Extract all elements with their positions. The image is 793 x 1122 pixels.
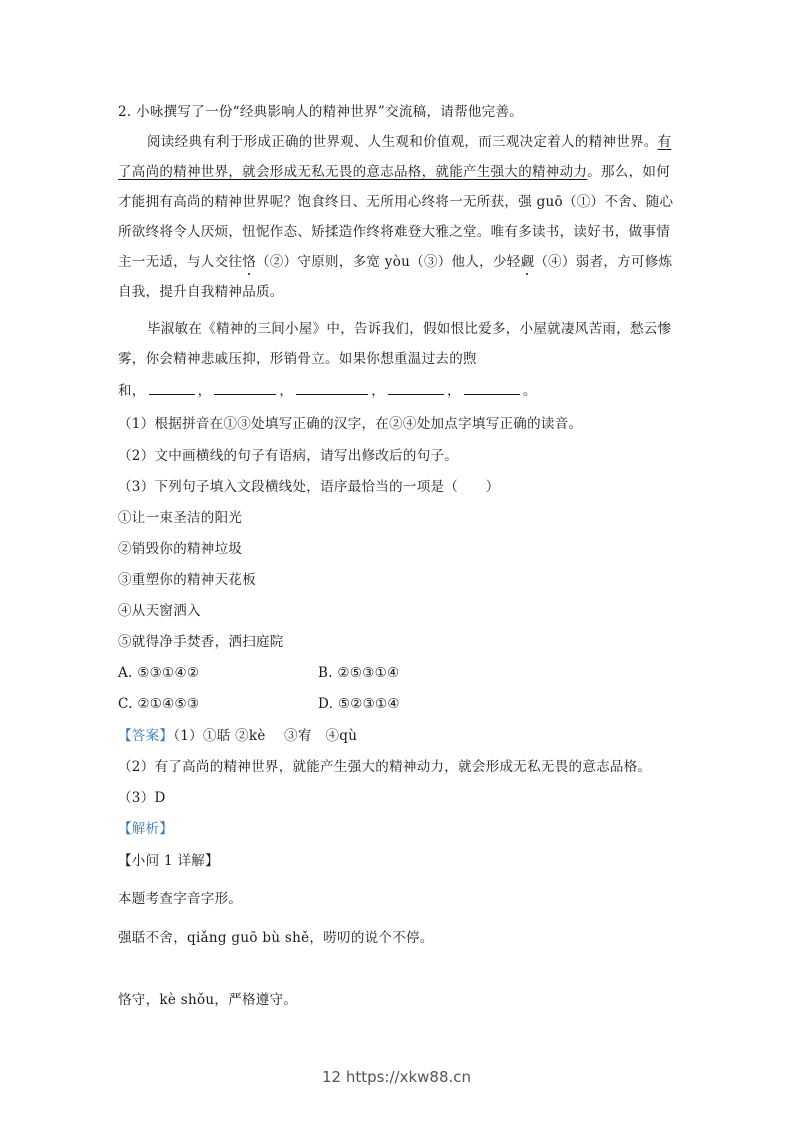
passage-text: （②）守原则，多宽 yòu（③）他人，少轻 — [256, 254, 521, 270]
blank-1[interactable] — [149, 380, 195, 395]
comma: ， — [197, 383, 212, 399]
options-row — [118, 695, 400, 713]
options-row — [118, 664, 399, 682]
period: 。 — [522, 383, 537, 399]
answer-label: 【答案】 — [118, 728, 174, 744]
analysis-line: 强聒不舍，qiǎng guō bù shě，唠叨的说个不停。 — [118, 930, 434, 946]
sentence-item: ⑤就得净手焚香，洒扫庭院 — [118, 634, 284, 650]
passage-line: 所欲终将令人厌烦，忸怩作态、矫揉造作终将难登大雅之堂。唯有多读书，读好书，做事情 — [118, 224, 670, 240]
sentence-item: ③重塑你的精神天花板 — [118, 572, 256, 588]
dotted-char: 恪 — [242, 254, 257, 270]
sentence-item: ④从天窗洒入 — [118, 603, 201, 619]
analysis-subtitle: 【小问 1 详解】 — [118, 853, 219, 869]
passage-text: 。那么，如何 — [587, 164, 671, 180]
sentence-item: ②销毁你的精神垃圾 — [118, 541, 243, 557]
option-c[interactable]: C. ②①④⑤③ — [118, 696, 200, 712]
sentence-item: ①让一束圣洁的阳光 — [118, 510, 243, 526]
passage-text: 阅读经典有利于形成正确的世界观、人生观和价值观，而三观决定着人的精神世界。 — [147, 134, 658, 150]
blank-4[interactable] — [388, 380, 444, 395]
comma: ， — [447, 383, 461, 399]
passage-line — [147, 133, 671, 151]
sub-question-2: （2）文中画横线的句子有语病，请写出修改后的句子。 — [118, 448, 459, 464]
analysis-line: 恪守，kè shǒu，严格遵守。 — [118, 992, 298, 1008]
question-title: 2. 小咏撰写了一份“经典影响人的精神世界”交流稿，请帮他完善。 — [118, 104, 524, 120]
comma: ， — [371, 383, 386, 399]
blank-3[interactable] — [296, 380, 368, 395]
analysis-line: 本题考查字音字形。 — [118, 891, 243, 907]
answer-2: （2）有了高尚的精神世界，就能产生强大的精神动力，就会形成无私无畏的意志品格。 — [118, 759, 652, 775]
page-footer: 12 https://xkw88.cn — [321, 1068, 472, 1086]
answer-3: （3）D — [118, 790, 166, 806]
underlined-sentence: 了高尚的精神世界，就会形成无私无畏的意志品格，就能产生强大的精神动力 — [118, 164, 588, 180]
answer-line — [118, 727, 357, 745]
passage-text: 和， — [118, 383, 146, 399]
passage-text: 主一无适，与人交往 — [118, 254, 243, 270]
sub-question-1: （1）根据拼音在①③处填写正确的汉字，在②④处加点字填写正确的读音。 — [118, 416, 583, 432]
answer-1: （1）①聒 ②kè ③宥 ④qù — [173, 728, 358, 744]
dotted-char: 觑 — [520, 254, 535, 270]
sub-question-3: （3）下列句子填入文段横线处，语序最恰当的一项是（ ） — [118, 479, 500, 495]
passage-line: 自我，提升自我精神品质。 — [118, 284, 284, 300]
passage-text: （④）弱者，方可修炼 — [534, 254, 673, 270]
passage-line: 才能拥有高尚的精神世界呢？饱食终日、无所用心终将一无所获，强 guō（①）不舍、随心 — [118, 194, 674, 210]
passage-line: 毕淑敏在《精神的三间小屋》中，告诉我们，假如恨比爱多，小屋就凄风苦雨，愁云惨 — [147, 321, 672, 337]
blank-5[interactable] — [464, 380, 520, 395]
fill-blank-line — [118, 380, 537, 400]
option-a[interactable]: A. ⑤③①④② — [118, 665, 200, 681]
option-d[interactable]: D. ⑤②③①④ — [318, 696, 400, 712]
option-b[interactable]: B. ②⑤③①④ — [318, 665, 400, 681]
passage-line — [118, 163, 670, 181]
comma: ， — [279, 383, 294, 399]
underlined-sentence: 有 — [657, 134, 672, 150]
passage-line — [118, 253, 672, 271]
passage-line: 雾，你会精神悲戚压抑，形销骨立。如果你想重温过去的煦 — [118, 351, 477, 367]
blank-2[interactable] — [214, 380, 276, 395]
analysis-label: 【解析】 — [118, 821, 174, 837]
